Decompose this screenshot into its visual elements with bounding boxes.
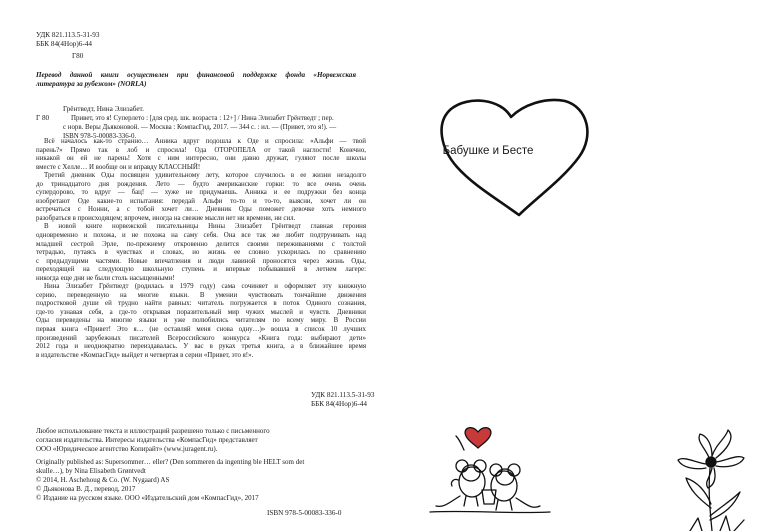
bibliographic-record: Привет, это я! Суперлето : [для сред. шк. возраста : 12+] / Нина Элизабет Грёнтведт ; пер. с норв. Веры Дьяконовой. — Москва : КомпасГид, 2017. — 344 с. : ил. — (Привет, это я!). — ISBN 978-5-00083-336-0. bbox=[63, 115, 337, 140]
heart-frame-icon bbox=[435, 97, 595, 217]
translation-credit: Перевод данной книги осуществлен при финансовой поддержке фонда «Норвежская литература за рубежом» (NORLA) bbox=[36, 71, 356, 89]
udk-code: УДК 821.113.5-31-93 bbox=[36, 31, 100, 39]
bbk-code-bottom: ББК 84(4Нор)6-44 bbox=[311, 400, 367, 408]
mice-and-flower-doodle bbox=[410, 420, 770, 531]
rights-notice: Любое использование текста и иллюстраций разрешено только с письменного согласия издательства. Интересы издательства «КомпасГид» представляет ООО «Юридическое агентство Копирайт» (www.juragent.ru). bbox=[36, 427, 270, 453]
original-publication: Originally published as: Supersommer… eller? (Den sommeren da ingenting ble HELT som det skulle…), by Nina Elisabeth Grøntvedt © 2014, H. Aschehoug & Co. (W. Nygaard) AS © Дьяконова В. Д., перевод, 2017 © Издание на русском языке. ООО «Издательский дом «КомпасГид», 2017 bbox=[36, 458, 305, 502]
author-index-side: Г 80 bbox=[36, 114, 50, 122]
dedication-text: Бабушке и Бесте bbox=[442, 145, 534, 157]
author-heading: Грёнтведт, Нина Элизабет. bbox=[63, 105, 144, 113]
dedication-page bbox=[400, 0, 770, 531]
bbk-code: ББК 84(4Нор)6-44 bbox=[36, 40, 92, 48]
author-index: Г80 bbox=[72, 52, 84, 60]
annotation: Всё началось как-то странно… Анника вдруг подошла к Оде и спросила: «Альфи — твой парень?» Прямо так в лоб и спросила! Ода ОТОРОПЕЛА от такой наглости! Конечно, никакой он ей не парень! Хотя с ним интересно, они давно дружат, гуляют после школы вместе с Хелле… И вообще он и вправду КЛАССНЫЙ! Третий дневник Оды посвящен удивительному лету, которое случилось в ее жизни незадолго до тринадцатого дня рождения. Лето — будто американские горки: то все очень очень супердорово, то вдруг — бац! — хуже не придумаешь. Анника и ее подружки без конца изобретают Оде какие-то испытания: передай Альфи то-то и то-то, выясни, хочет ли он встречаться с Нонни, а с тобой хочет ли… Дневник Оды поможет девочке хоть немного разобраться в происходящем; впрочем, иногда на свежие мысли нет ни времени, ни сил. В новой книге норвежской писательницы Нины Элизабет Грёнтведт главная героиня одновременно и похожа, и не похожа на саму себя. Она все так же любит подтрунивать над младшей сестрой Эрле, по-прежнему откровенно делится своими переживаниями с толстой тетрадью, путаясь в чувствах и словах, но жизнь ее словно ускорилась по сравнению с предыдущими частями. Новые впечатления и люди лавиной проносятся через жизнь Оды, переходящей на следующую школьную ступень и впервые побывавшей в летнем лагере: никогда еще дни не были столь насыщенными! Нина Элизабет Грёнтведт (родилась в 1979 году) сама сочиняет и оформляет эту книжную серию, переведенную на многие языки. В умении чувствовать тончайшие движения подростковой души ей трудно найти равных: читатель погружается в поток Одиного сознания, где-то узнавая себя, а где-то открывая поразительный мир чужих мыслей и чувств. Дневники Оды переведены на многие языки и уже полюбились читателям по всему миру. В России первая книга «Привет! Это я… (не оставляй меня снова одну…)» вошла в список 10 лучших произведений зарубежных писателей Всероссийского конкурса «Книга года: выбирают дети» 2012 года и неоднократно переиздавалась. У вас в руках третья книга, а в ближайшее время в издательстве «КомпасГид» выйдет и четвертая в серии «Привет, это я!». bbox=[36, 138, 366, 359]
isbn-code: ISBN 978-5-00083-336-0 bbox=[267, 509, 342, 517]
udk-code-bottom: УДК 821.113.5-31-93 bbox=[311, 391, 375, 399]
